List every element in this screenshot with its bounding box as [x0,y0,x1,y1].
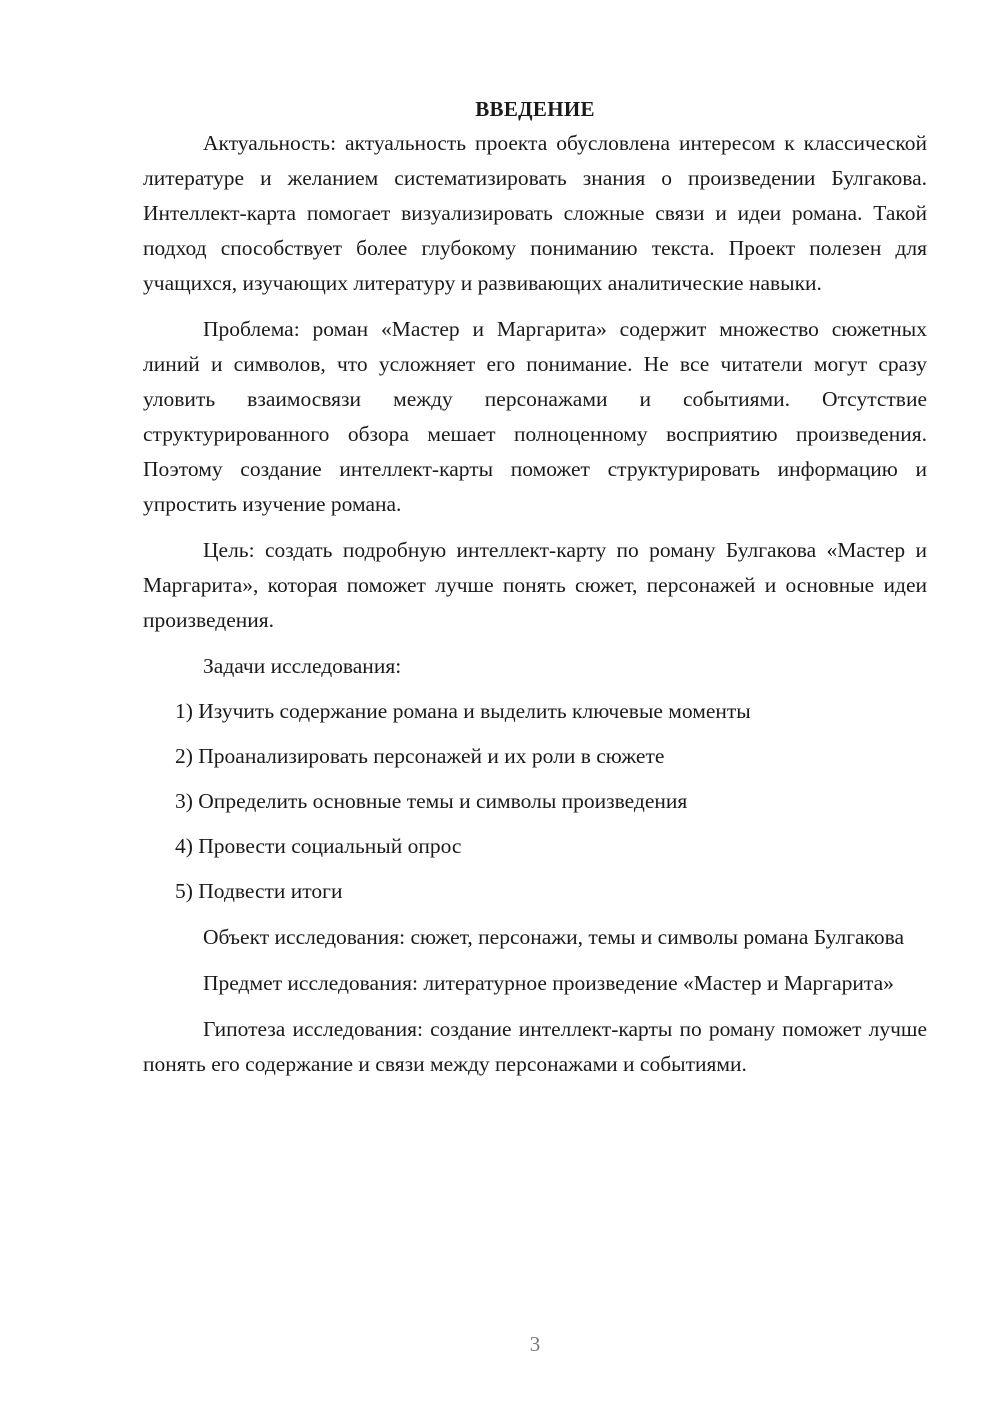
task-item-4: 4) Провести социальный опрос [175,834,462,858]
task-item-2: 2) Проанализировать персонажей и их роли в сюжете [175,744,665,768]
section-heading: ВВЕДЕНИЕ [475,97,595,121]
task-item-5: 5) Подвести итоги [175,879,343,903]
page-number: 3 [529,1332,541,1356]
tasks-title: Задачи исследования: [203,654,402,678]
object-paragraph: Объект исследования: сюжет, персонажи, темы и символы романа Булгакова [203,925,905,949]
task-item-3: 3) Определить основные темы и символы произведения [175,789,688,813]
hypothesis-paragraph: Гипотеза исследования: создание интеллект-карты по роману поможет лучше понять его содержание и связи между персонажами и событиями. [143,1017,927,1076]
task-list [143,694,927,909]
goal-paragraph: Цель: создать подробную интеллект-карту по роману Булгакова «Мастер и Маргарита», которая поможет лучше понять сюжет, персонажей и основные идеи произведения. [143,538,927,632]
subject-paragraph: Предмет исследования: литературное произведение «Мастер и Маргарита» [203,971,894,995]
problem-paragraph: Проблема: роман «Мастер и Маргарита» содержит множество сюжетных линий и символов, что усложняет его понимание. Не все читатели могут сразу уловить взаимосвязи между персонажами и событиями. Отсутствие структурированного обзора мешает полноценному восприятию произведения. Поэтому создание интеллект-карты поможет структурировать информацию и упростить изучение романа. [143,317,927,516]
relevance-paragraph: Актуальность: актуальность проекта обусловлена интересом к классической литературе и желанием систематизировать знания о произведении Булгакова. Интеллект-карта помогает визуализировать сложные связи и идеи романа. Такой подход способствует более глубокому пониманию текста. Проект полезен для учащихся, изучающих литературу и развивающих аналитические навыки. [143,131,927,295]
document-page [143,92,927,1082]
task-item-1: 1) Изучить содержание романа и выделить ключевые моменты [175,699,751,723]
